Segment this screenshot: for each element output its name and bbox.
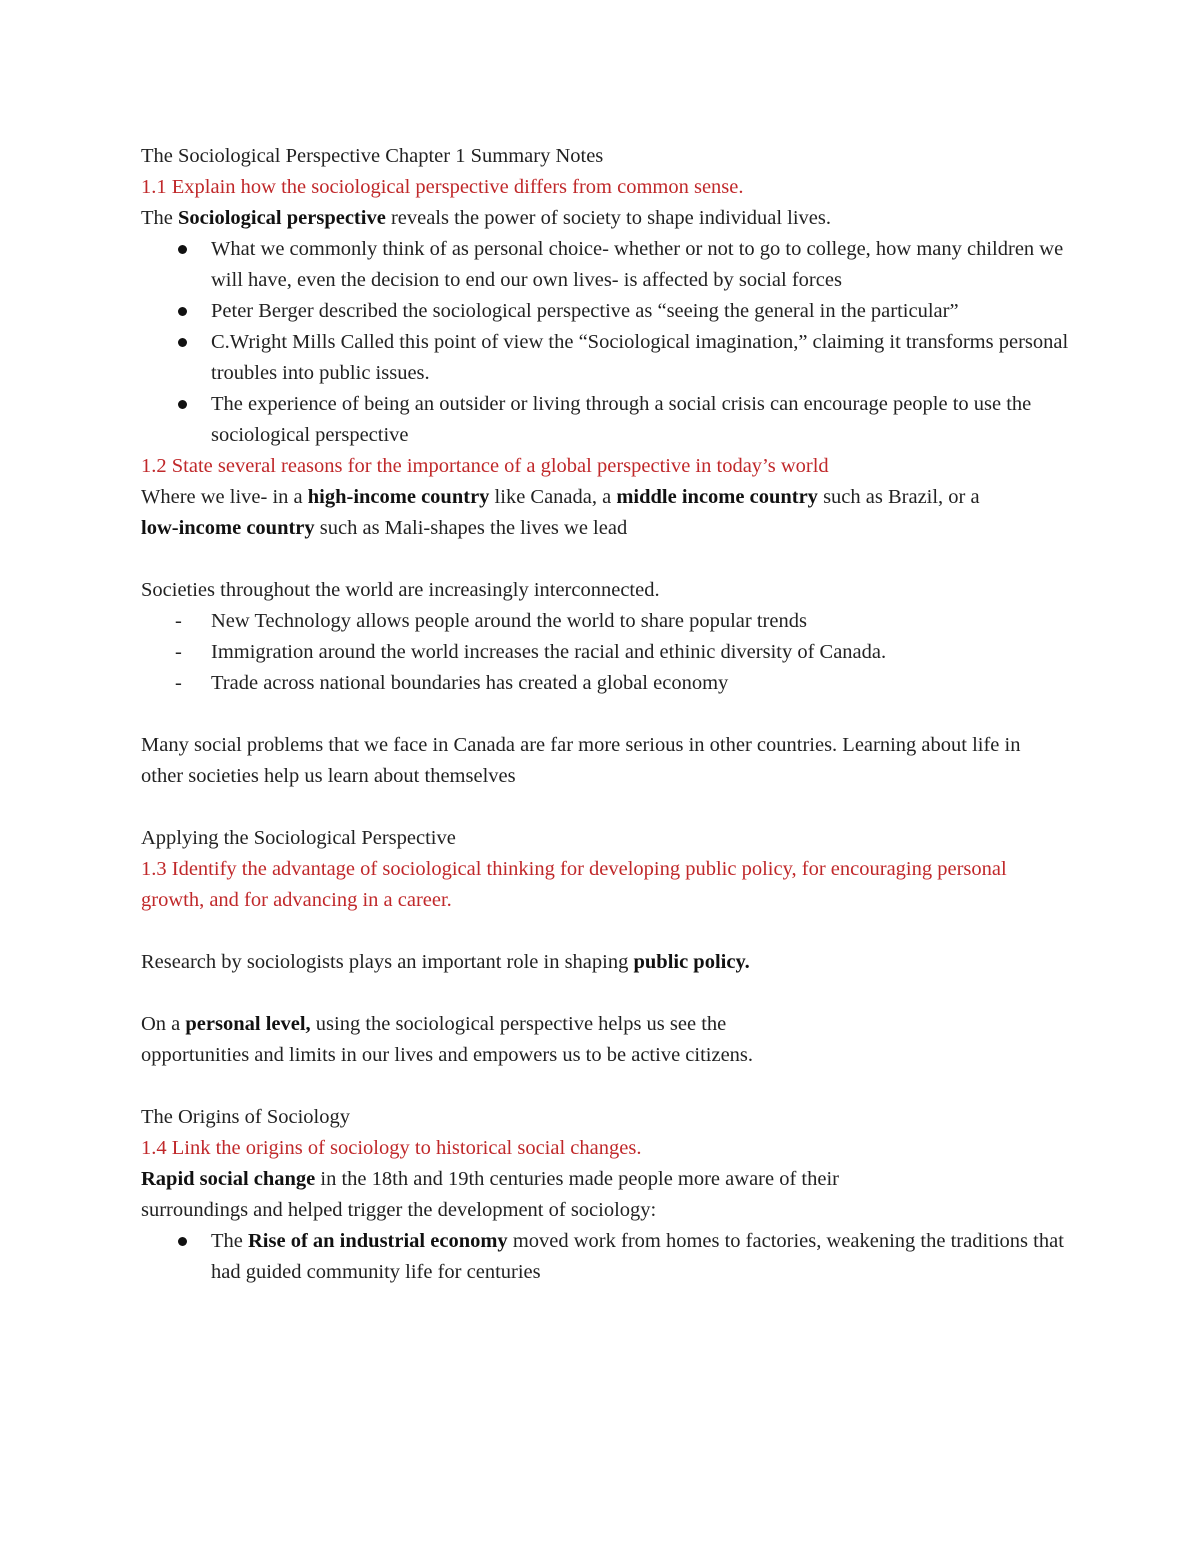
dash-marker: - [175,610,182,632]
bullet-dot-icon [178,1237,187,1246]
bullet-text: Peter Berger described the sociological perspective as “seeing the general in the particular” [211,300,959,322]
para-text: like Canada, a [489,486,617,508]
para-text: such as Brazil, or a [817,486,980,508]
section-1-2-paragraph-1 [141,482,1080,544]
dash-marker: - [175,672,182,694]
bullet-item [141,296,1080,327]
bullet-item [141,389,1080,451]
bullet-text: The experience of being an outsider or living through a social crisis can encourage people to use the sociological perspective [211,393,1032,446]
para-text: in the 18th and 19th centuries made people more aware of their [315,1168,839,1190]
bold-term-high-income: high-income country [307,486,490,508]
bold-term-industrial-economy: Rise of an industrial economy [248,1230,508,1252]
para-text: surroundings and helped trigger the development of sociology: [141,1199,657,1221]
section-1-2-paragraph-3: Many social problems that we face in Canada are far more serious in other countries. Learning about life in other societies help us learn about themselves [141,734,1021,787]
bullet-dot-icon [178,400,187,409]
blank-line [141,544,1080,575]
bullet-text: C.Wright Mills Called this point of view the “Sociological imagination,” claiming it transforms personal troubles into public issues. [211,331,1069,384]
section-1-4-bullet-list [141,1226,1080,1288]
section-applying-title: Applying the Sociological Perspective [141,827,456,849]
document-title: The Sociological Perspective Chapter 1 Summary Notes [141,145,604,167]
section-1-4-paragraph-1 [141,1164,1080,1226]
section-1-2-dash-list [141,606,1080,699]
section-1-1-heading: 1.1 Explain how the sociological perspective differs from common sense. [141,176,744,198]
intro-bold-term: Sociological perspective [178,207,386,229]
bullet-item [141,234,1080,296]
dash-item [141,637,1080,668]
blank-line [141,699,1080,730]
bullet-text: moved work from homes to factories, weakening the traditions that had guided community life for centuries [211,1230,1064,1283]
bullet-dot-icon [178,338,187,347]
dash-text: Trade across national boundaries has created a global economy [211,672,729,694]
para-text: Research by sociologists plays an important role in shaping [141,951,634,973]
para-text: On a [141,1013,186,1035]
bold-term-personal-level: personal level, [185,1013,311,1035]
section-1-1-intro [141,203,1080,234]
blank-line [141,978,1080,1009]
para-text: using the sociological perspective helps us see the [310,1013,727,1035]
para-text: Where we live- in a [141,486,308,508]
bold-term-middle-income: middle income country [616,486,818,508]
section-1-3-paragraph-1 [141,947,1080,978]
bold-term-low-income: low-income country [141,517,315,539]
bullet-text: The [211,1230,248,1252]
dash-item [141,606,1080,637]
section-1-3-heading: 1.3 Identify the advantage of sociological thinking for developing public policy, for encouraging personal growth, and for advancing in a career. [141,858,1007,911]
intro-text-rest: reveals the power of society to shape individual lives. [385,207,831,229]
bullet-dot-icon [178,307,187,316]
bullet-item [141,1226,1080,1288]
bullet-dot-icon [178,245,187,254]
dash-marker: - [175,641,182,663]
bullet-text: What we commonly think of as personal choice- whether or not to go to college, how many children we will have, even the decision to end our own lives- is affected by social forces [211,238,1064,291]
section-1-4-heading: 1.4 Link the origins of sociology to historical social changes. [141,1137,642,1159]
intro-text: The [141,207,178,229]
dash-text: Immigration around the world increases the racial and ethinic diversity of Canada. [211,641,887,663]
section-origins-title: The Origins of Sociology [141,1106,350,1128]
section-1-2-heading: 1.2 State several reasons for the importance of a global perspective in today’s world [141,455,829,477]
section-1-2-paragraph-2: Societies throughout the world are increasingly interconnected. [141,579,660,601]
blank-line [141,792,1080,823]
dash-text: New Technology allows people around the world to share popular trends [211,610,807,632]
section-1-3-paragraph-2 [141,1009,1080,1071]
blank-line [141,1071,1080,1102]
bold-term-public-policy: public policy. [633,951,750,973]
blank-line [141,916,1080,947]
bullet-item [141,327,1080,389]
bold-term-rapid-social-change: Rapid social change [141,1168,316,1190]
section-1-1-bullet-list [141,234,1080,451]
para-text: opportunities and limits in our lives and empowers us to be active citizens. [141,1044,754,1066]
para-text: such as Mali-shapes the lives we lead [314,517,628,539]
dash-item [141,668,1080,699]
